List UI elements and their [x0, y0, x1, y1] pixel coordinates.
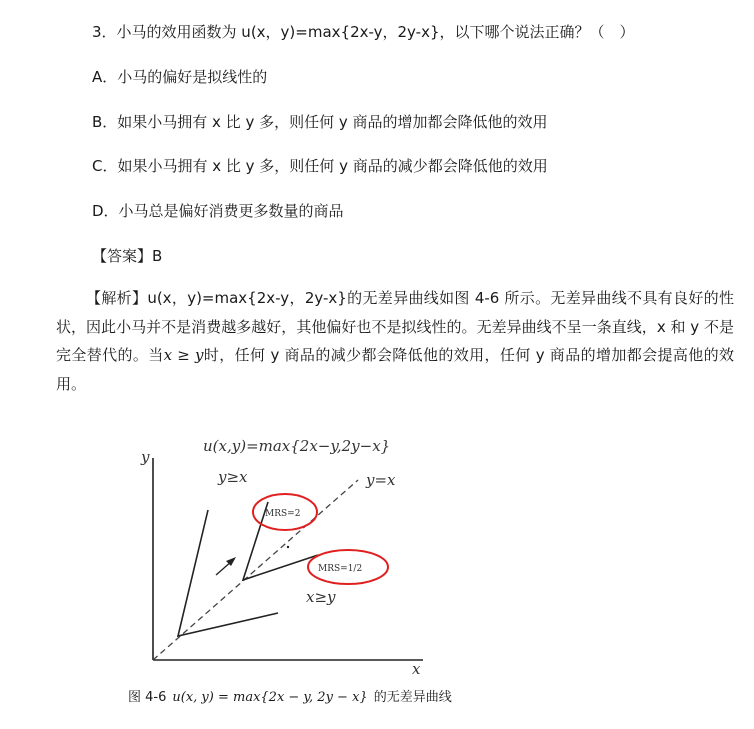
kink-mark	[287, 546, 289, 548]
option-d: D．小马总是偏好消费更多数量的商品	[92, 202, 344, 220]
caption-math: u(x, y) = max{2x − y, 2y − x}	[172, 690, 368, 705]
caption-text: 的无差异曲线	[373, 690, 452, 705]
region-upper-label: y≥x	[218, 468, 248, 486]
diagonal-label: y=x	[366, 471, 396, 489]
y-axis-label: y	[141, 448, 150, 466]
caption-number: 图 4-6	[128, 690, 167, 705]
analysis-paragraph	[56, 284, 734, 398]
mrs-upper-label: MRS=2	[265, 509, 301, 519]
mrs-lower-label: MRS=1/2	[318, 564, 363, 574]
figure-caption	[128, 688, 452, 708]
analysis-text-2: 时，任何 y 商品的减少都会降低他的效用，任何 y 商品的增加都会提高他的效用。	[56, 346, 734, 393]
figure-title: u(x,y)=max{2x−y,2y−x}	[203, 437, 391, 455]
region-lower-label: x≥y	[306, 588, 336, 606]
analysis-math-condition: x ≥ y	[163, 346, 204, 364]
analysis-text-1: u(x，y)=max{2x-y，2y-x}的无差异曲线如图 4-6 所示。无差异曲线不具有良好的性状，因此小马并不是消费越多越好，其他偏好也不是拟线性的。无差异曲线不呈一条直线，x 和 y 不是完全替代的。当	[56, 289, 734, 364]
option-b: B．如果小马拥有 x 比 y 多，则任何 y 商品的增加都会降低他的效用	[92, 113, 548, 131]
question-stem: 3．小马的效用函数为 u(x，y)=max{2x-y，2y-x}，以下哪个说法正确？（ ）	[92, 23, 635, 41]
answer-line: 【答案】B	[92, 247, 163, 265]
option-a: A．小马的偏好是拟线性的	[92, 68, 268, 86]
x-axis-label: x	[412, 660, 421, 678]
option-c: C．如果小马拥有 x 比 y 多，则任何 y 商品的减少都会降低他的效用	[92, 157, 548, 175]
indifference-curve-figure	[128, 430, 428, 680]
analysis-label: 【解析】	[86, 289, 148, 307]
